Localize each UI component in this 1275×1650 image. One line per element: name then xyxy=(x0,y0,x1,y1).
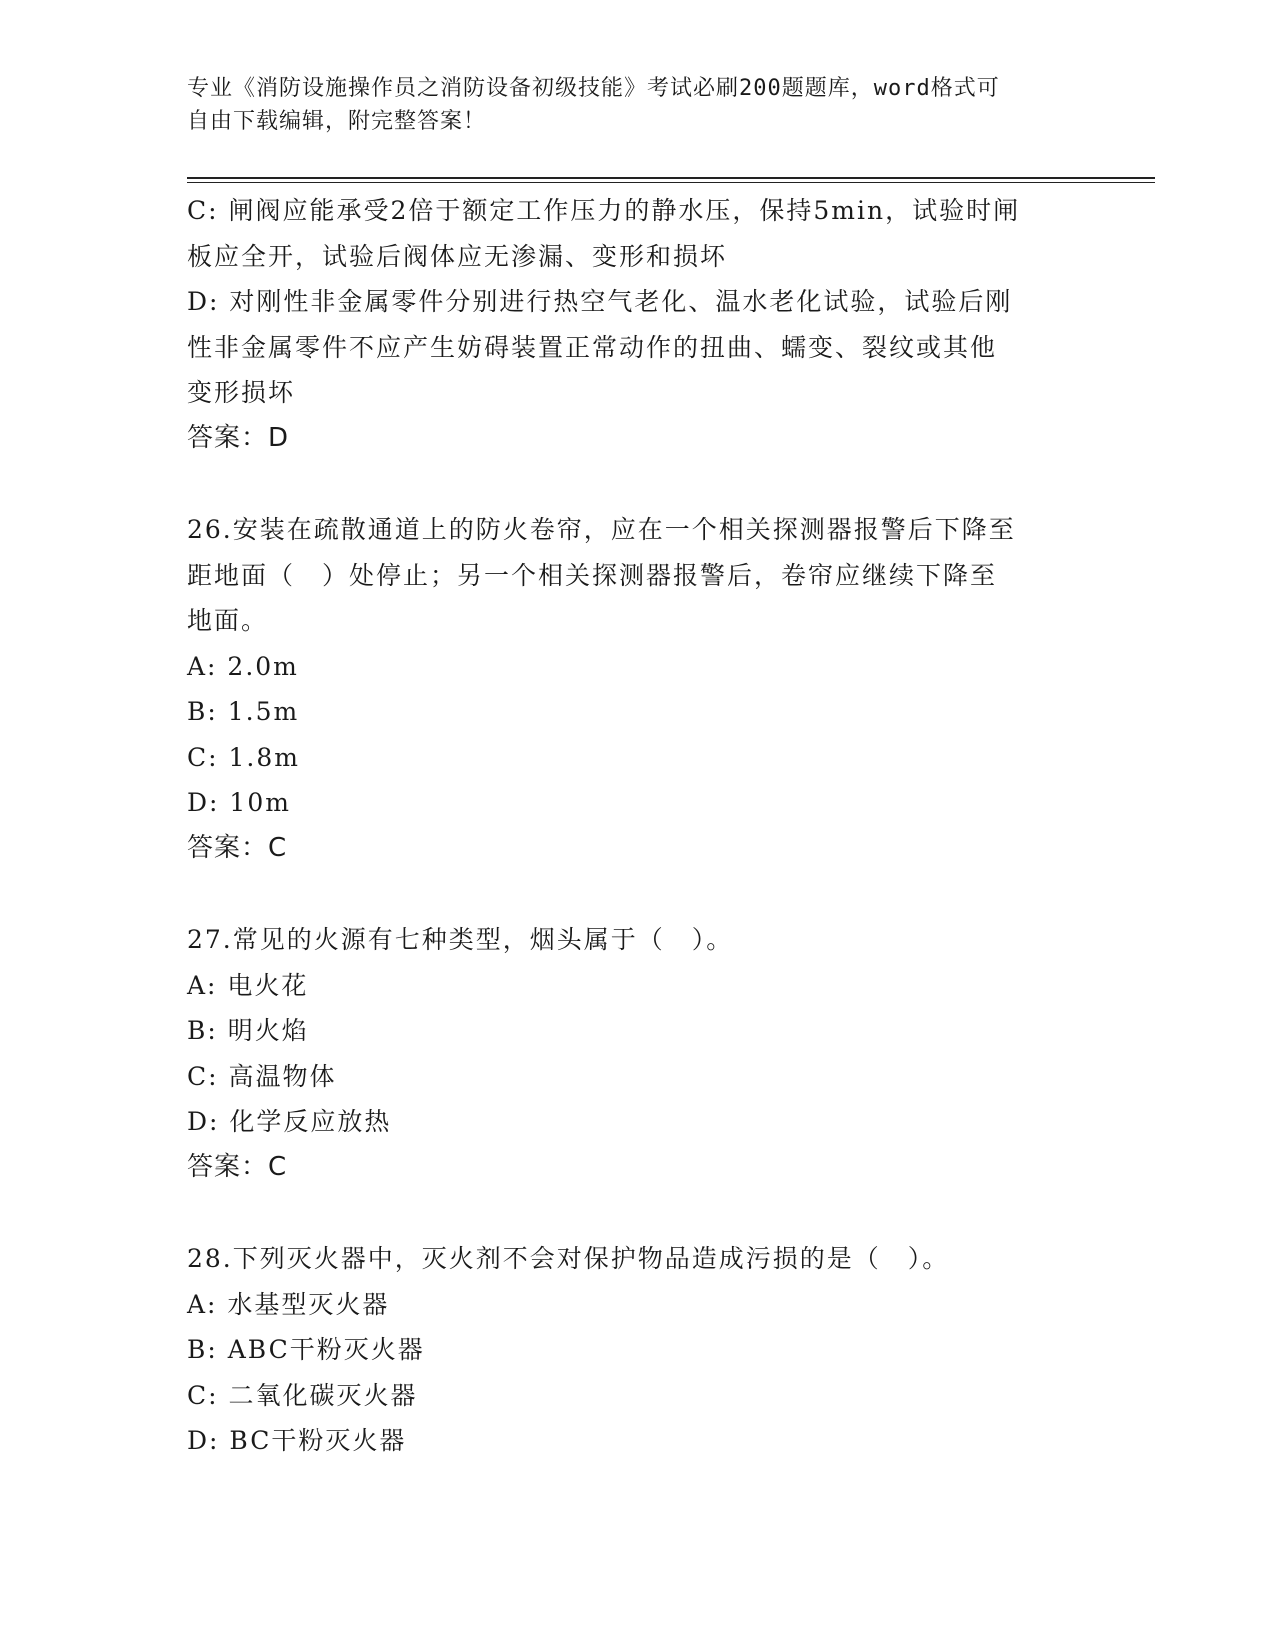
prev-question xyxy=(187,188,1087,461)
option-c: C: 高温物体 xyxy=(187,1061,337,1091)
option-a: A: 2.0m xyxy=(187,651,299,681)
question-28 xyxy=(187,1236,1087,1464)
option-c-line-1: C: 闸阀应能承受2倍于额定工作压力的静水压，保持5min，试验时闸 xyxy=(187,196,1021,225)
question-27 xyxy=(187,917,1087,1190)
question-stem-line: 27.常见的火源有七种类型，烟头属于（ ）。 xyxy=(187,925,734,954)
question-stem-line: 26.安装在疏散通道上的防火卷帘，应在一个相关探测器报警后下降至 xyxy=(187,515,1016,544)
question-stem-line: 地面。 xyxy=(187,606,269,635)
option-a: A: 水基型灭火器 xyxy=(187,1289,390,1319)
option-d-line-3: 变形损坏 xyxy=(187,378,296,407)
option-d-line-2: 性非金属零件不应产生妨碍装置正常动作的扭曲、蠕变、裂纹或其他 xyxy=(187,332,998,362)
question-26 xyxy=(187,507,1087,871)
header-line-1: 专业《消防设施操作员之消防设备初级技能》考试必刷200题题库，word格式可 xyxy=(187,76,1000,101)
header-divider-thin xyxy=(187,182,1155,183)
answer-line: 答案：C xyxy=(187,832,288,863)
question-stem-line: 距地面（ ）处停止；另一个相关探测器报警后，卷帘应继续下降至 xyxy=(187,560,998,590)
answer-line: 答案：C xyxy=(187,1151,288,1182)
option-b: B: ABC干粉灭火器 xyxy=(187,1335,425,1364)
option-d: D: BC干粉灭火器 xyxy=(187,1426,407,1455)
question-stem-line: 28.下列灭火器中，灭火剂不会对保护物品造成污损的是（ ）。 xyxy=(187,1244,950,1273)
option-b: B: 1.5m xyxy=(187,697,300,726)
option-c: C: 二氧化碳灭火器 xyxy=(187,1380,418,1410)
option-b: B: 明火焰 xyxy=(187,1016,309,1045)
header-line-2: 自由下载编辑，附完整答案！ xyxy=(187,109,487,134)
document-body xyxy=(187,188,1087,1464)
option-a: A: 电火花 xyxy=(187,970,309,1000)
answer-line: 答案：D xyxy=(187,422,290,453)
header-divider-thick xyxy=(187,177,1155,179)
option-d: D: 化学反应放热 xyxy=(187,1107,392,1136)
option-d-line-1: D: 对刚性非金属零件分别进行热空气老化、温水老化试验，试验后刚 xyxy=(187,287,1013,316)
option-c: C: 1.8m xyxy=(187,742,300,772)
option-c-line-2: 板应全开，试验后阀体应无渗漏、变形和损坏 xyxy=(187,241,728,271)
option-d: D: 10m xyxy=(187,788,291,817)
document-header xyxy=(187,72,1087,138)
